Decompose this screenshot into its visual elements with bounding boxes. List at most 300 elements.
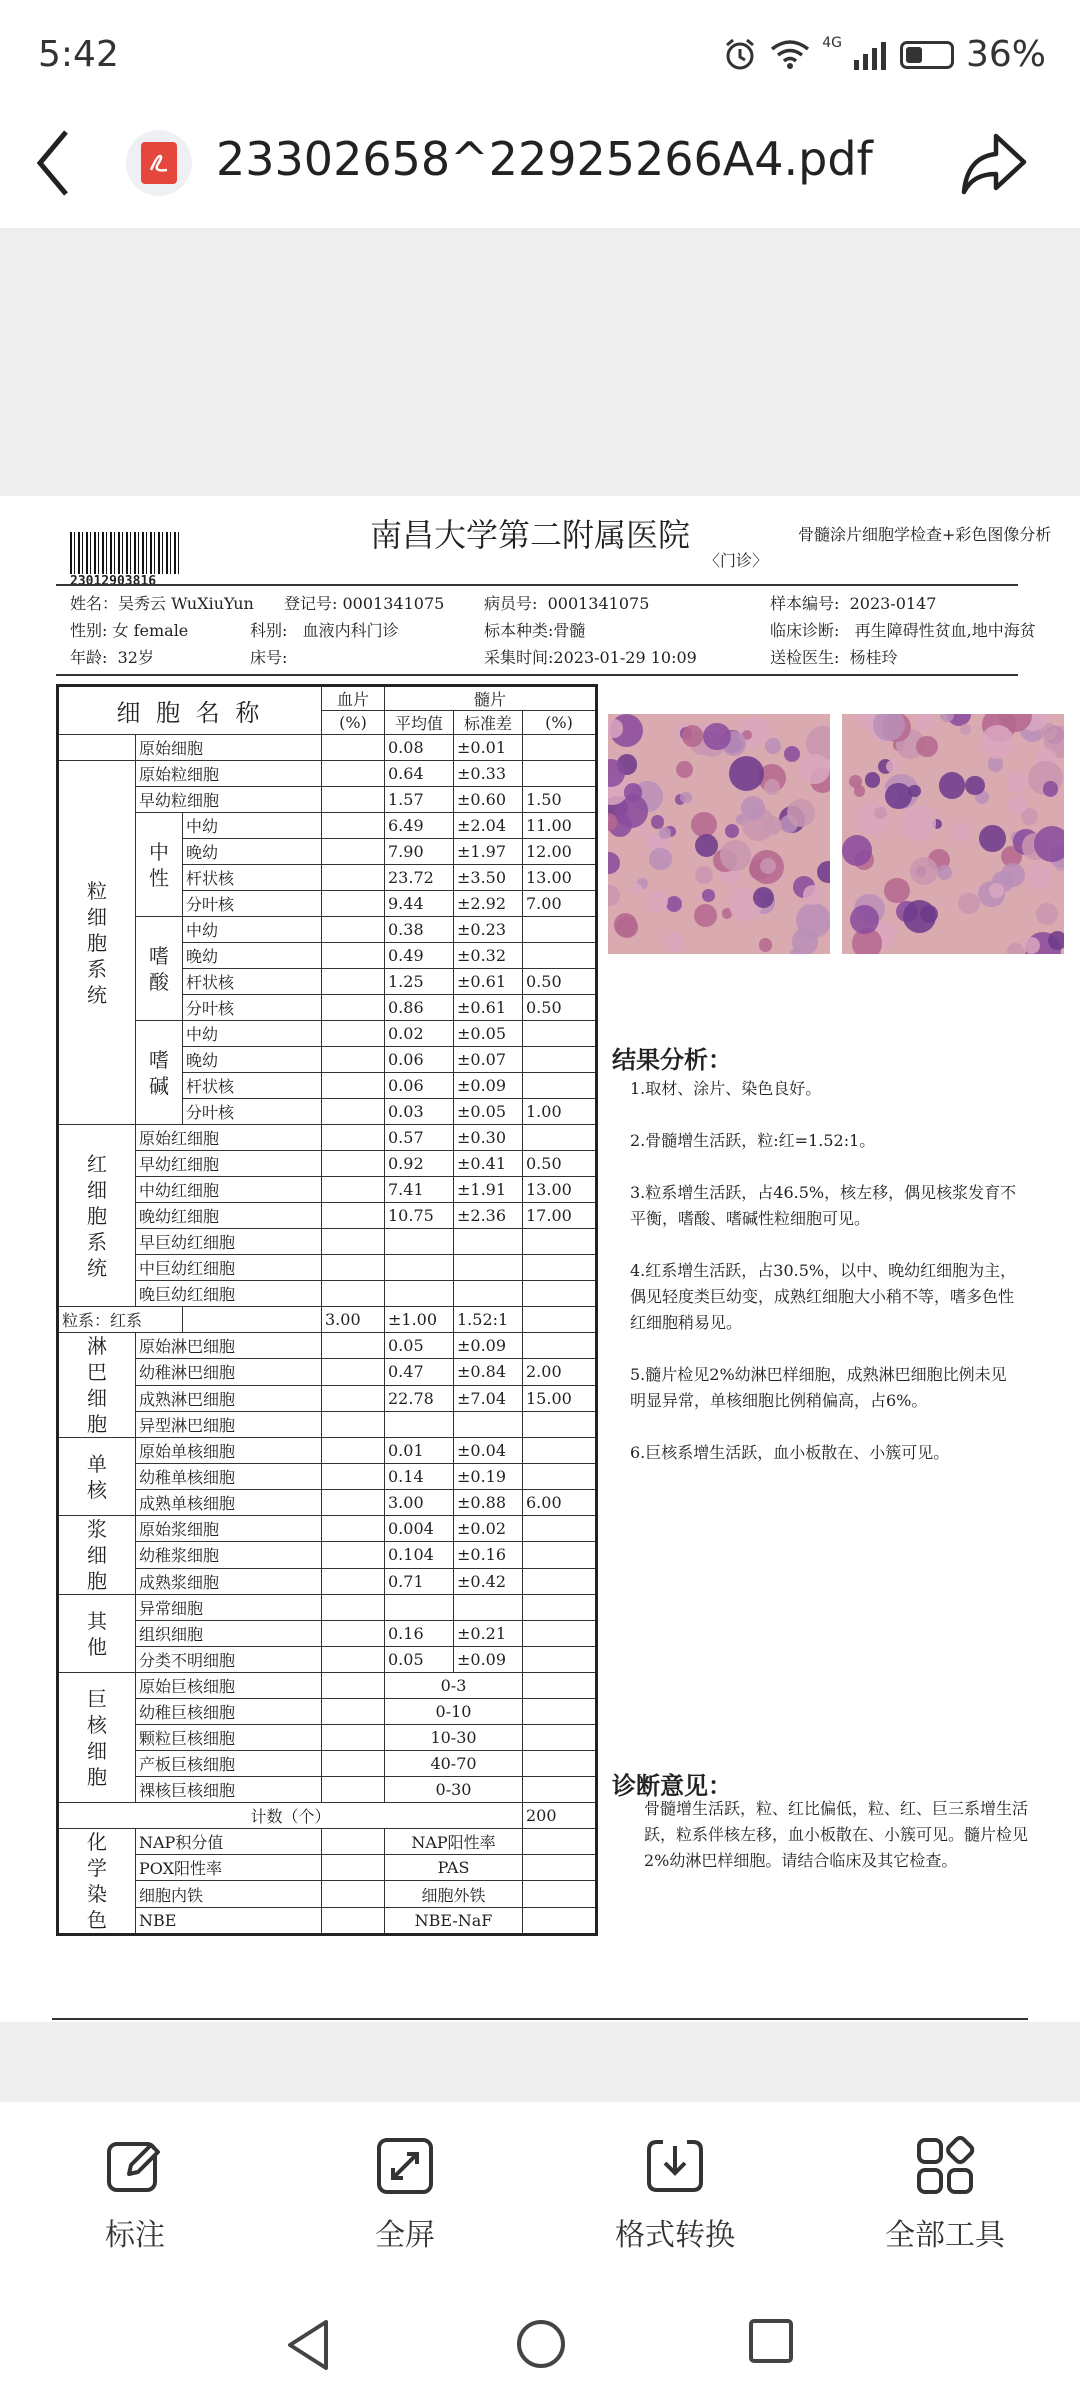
nav-back-icon[interactable]	[284, 2318, 334, 2372]
case-label: 病员号:	[484, 594, 538, 613]
marrow-mean: 0.06	[385, 1047, 454, 1073]
cell-name: 晚巨幼红细胞	[136, 1281, 322, 1307]
cell-blob	[988, 756, 1003, 771]
barcode-number: 23012903816	[70, 574, 157, 589]
marrow-pct	[523, 761, 597, 787]
marrow-pct	[523, 1438, 597, 1464]
blood-pct	[322, 1281, 385, 1307]
marrow-mean: 0.08	[385, 735, 454, 761]
cell-name: 分叶核	[183, 1099, 322, 1125]
cell-blob	[901, 805, 937, 841]
marrow-mean: 0.64	[385, 761, 454, 787]
cell-blob	[720, 840, 751, 871]
chem-item: PAS	[385, 1855, 523, 1881]
cell-blob	[842, 835, 872, 865]
marrow-sd	[454, 1281, 523, 1307]
cell-blob	[799, 754, 830, 785]
marrow-mean: 0.03	[385, 1099, 454, 1125]
cell-blob	[695, 866, 713, 884]
table-row	[58, 1490, 597, 1516]
bed-label: 床号:	[250, 648, 288, 667]
marrow-mean: 0.01	[385, 1438, 454, 1464]
cell-blob	[765, 738, 781, 754]
cell-blob	[1007, 943, 1025, 954]
marrow-sd: ±0.09	[454, 1333, 523, 1359]
chem-item: NBE	[136, 1907, 322, 1934]
cell-name: 杆状核	[183, 969, 322, 995]
cell-blob	[850, 905, 879, 934]
share-icon[interactable]	[960, 128, 1030, 198]
blood-pct	[322, 1359, 385, 1385]
cell-blob	[666, 896, 682, 912]
marrow-pct	[523, 1255, 597, 1281]
all-tools-icon	[915, 2136, 975, 2196]
annotate-button[interactable]	[50, 2136, 220, 2254]
marrow-sd: ±1.00	[385, 1307, 454, 1333]
reference-range: 40-70	[385, 1751, 523, 1777]
marrow-sd	[454, 1595, 523, 1621]
cell-name: 幼稚巨核细胞	[136, 1699, 322, 1725]
report-type: 骨髓涂片细胞学检查+彩色图像分析	[798, 525, 1052, 544]
blood-pct	[183, 1307, 322, 1333]
table-row	[58, 735, 597, 761]
dept-label: 科别:	[250, 621, 288, 640]
marrow-pct	[523, 1047, 597, 1073]
table-row	[58, 1333, 597, 1359]
chem-value	[322, 1855, 385, 1881]
table-row	[58, 1229, 597, 1255]
marrow-image-1	[608, 714, 830, 954]
cell-name: 原始粒细胞	[136, 761, 322, 787]
marrow-pct	[523, 1568, 597, 1594]
back-arrow-icon[interactable]	[34, 128, 74, 198]
marrow-sd: ±0.30	[454, 1125, 523, 1151]
blood-pct	[322, 969, 385, 995]
table-row	[58, 813, 597, 839]
blood-pct	[322, 787, 385, 813]
group-cell: 单 核	[58, 1438, 136, 1516]
edit-icon	[105, 2136, 165, 2196]
cell-blob	[608, 852, 620, 874]
blood-pct	[322, 891, 385, 917]
marrow-pct: 1.00	[523, 1099, 597, 1125]
marrow-sd: ±2.04	[454, 813, 523, 839]
cell-blob	[790, 948, 800, 954]
chem-value	[523, 1881, 597, 1907]
marrow-mean: 3.00	[385, 1490, 454, 1516]
marrow-pct: 0.50	[523, 995, 597, 1021]
table-row	[58, 1411, 597, 1437]
marrow-mean: 1.25	[385, 969, 454, 995]
group-cell: 巨 核 细 胞	[58, 1673, 136, 1803]
marrow-mean: 0.06	[385, 1073, 454, 1099]
cell-name: 杆状核	[183, 865, 322, 891]
cell-blob	[725, 824, 739, 838]
nav-home-icon[interactable]	[515, 2318, 567, 2370]
chem-item: NBE-NaF	[385, 1907, 523, 1934]
hospital-name: 南昌大学第二附属医院	[370, 516, 691, 554]
cell-blob	[624, 783, 643, 802]
cell-name: 成熟单核细胞	[136, 1490, 322, 1516]
table-row	[58, 1673, 597, 1699]
cell-blob	[764, 779, 780, 795]
marrow-mean: 0.104	[385, 1542, 454, 1568]
table-row	[58, 761, 597, 787]
marrow-pct: 1.50	[523, 787, 597, 813]
cell-blob	[784, 746, 800, 762]
doctor-label: 送检医生:	[770, 648, 840, 667]
marrow-mean: 0.05	[385, 1647, 454, 1673]
cell-blob	[865, 772, 881, 788]
cell-name: 原始红细胞	[136, 1125, 322, 1151]
marrow-sd: ±0.42	[454, 1568, 523, 1594]
marrow-pct: 6.00	[523, 1490, 597, 1516]
table-row	[58, 787, 597, 813]
blood-pct	[322, 1229, 385, 1255]
fullscreen-button[interactable]	[320, 2136, 490, 2254]
analysis-item: 1.取材、涂片、染色良好。	[630, 1079, 822, 1098]
marrow-pct	[523, 1777, 597, 1803]
marrow-sd: ±0.19	[454, 1464, 523, 1490]
blood-pct	[322, 1490, 385, 1516]
marrow-sd: ±0.88	[454, 1490, 523, 1516]
blood-pct	[322, 1099, 385, 1125]
cell-name: 晚幼	[183, 943, 322, 969]
cell-blob	[965, 776, 985, 796]
table-row	[58, 1621, 597, 1647]
chem-item: 细胞外铁	[385, 1881, 523, 1907]
cell-blob	[981, 725, 1014, 758]
pdf-file-icon	[126, 130, 192, 196]
marrow-sd	[454, 1411, 523, 1437]
count-value: 200	[523, 1803, 597, 1829]
all-tools-button[interactable]	[860, 2136, 1030, 2254]
marrow-pct: 0.50	[523, 969, 597, 995]
marrow-pct	[523, 1464, 597, 1490]
cell-blob	[759, 938, 772, 951]
marrow-sd: ±0.05	[454, 1099, 523, 1125]
chem-value	[322, 1829, 385, 1855]
header-blood-pct: (%)	[322, 711, 385, 735]
marrow-mean: 0.57	[385, 1125, 454, 1151]
all-tools-label: 全部工具	[885, 2218, 1005, 2253]
diagnosis-text: 骨髓增生活跃，粒、红比偏低，粒、红、巨三系增生活跃，粒系伴核左移，血小板散在、小簇可见。髓片检见2%幼淋巴样细胞。请结合临床及其它检查。	[644, 1799, 1029, 1870]
marrow-sd: ±0.16	[454, 1542, 523, 1568]
marrow-pct: 13.00	[523, 1177, 597, 1203]
marrow-mean: 0.92	[385, 1151, 454, 1177]
marrow-sd: ±0.07	[454, 1047, 523, 1073]
blood-pct	[322, 813, 385, 839]
department: 血液内科门诊	[302, 621, 399, 640]
marrow-pct	[523, 1411, 597, 1437]
network-type: 4G	[822, 34, 842, 51]
cell-blob	[886, 760, 900, 774]
subgroup-cell: 嗜 碱	[136, 1021, 183, 1125]
marrow-mean: 7.90	[385, 839, 454, 865]
table-row	[58, 686, 597, 711]
cell-blob	[958, 893, 980, 915]
status-icons	[722, 34, 1046, 75]
analysis-item: 2.骨髓增生活跃，粒:红=1.52:1。	[630, 1131, 876, 1150]
header-cell-name: 细 胞 名 称	[58, 686, 322, 735]
marrow-mean: 0.14	[385, 1464, 454, 1490]
blood-pct	[322, 1751, 385, 1777]
analysis-title: 结果分析：	[612, 1046, 732, 1074]
marrow-sd: ±0.02	[454, 1516, 523, 1542]
table-row	[58, 1907, 597, 1934]
convert-button[interactable]	[590, 2136, 760, 2254]
cell-blob	[1023, 937, 1041, 954]
table-row	[58, 1203, 597, 1229]
sample-label: 样本编号:	[770, 594, 840, 613]
cell-blob	[763, 816, 782, 835]
cell-blob	[680, 792, 691, 803]
marrow-sd: ±0.84	[454, 1359, 523, 1385]
marrow-mean: 10.75	[385, 1203, 454, 1229]
cell-blob	[694, 904, 717, 927]
analysis-item: 4.红系增生活跃，占30.5%，以中、晚幼红细胞为主，偶见轻度类巨幼变，成熟红细胞大小稍不等，嗜多色性红细胞稍易见。	[630, 1261, 1017, 1332]
signal-icon	[854, 40, 888, 70]
marrow-mean: 0.49	[385, 943, 454, 969]
blood-pct	[322, 1073, 385, 1099]
marrow-pct: 11.00	[523, 813, 597, 839]
cell-name: 晚幼	[183, 1047, 322, 1073]
cell-name: 成熟浆细胞	[136, 1568, 322, 1594]
blood-pct	[322, 1647, 385, 1673]
group-cell: 浆 细 胞	[58, 1516, 136, 1595]
cell-blob	[702, 889, 715, 902]
marrow-pct: 1.52:1	[454, 1307, 523, 1333]
marrow-mean: 0.16	[385, 1621, 454, 1647]
table-row	[58, 1725, 597, 1751]
chem-item: 细胞内铁	[136, 1881, 322, 1907]
blood-pct	[322, 1595, 385, 1621]
blood-pct	[322, 1438, 385, 1464]
file-name: 23302658^22925266A4.pdf	[216, 132, 873, 186]
cell-blob	[916, 736, 937, 757]
info-rule	[56, 674, 1018, 676]
fullscreen-icon	[375, 2136, 435, 2196]
table-row	[58, 1568, 597, 1594]
blood-pct	[322, 1725, 385, 1751]
blood-pct	[322, 1125, 385, 1151]
header-marrow-pct: (%)	[523, 711, 597, 735]
blood-pct	[322, 761, 385, 787]
case-number: 0001341075	[547, 594, 650, 613]
marrow-pct	[523, 735, 597, 761]
marrow-pct	[523, 1021, 597, 1047]
marrow-pct	[523, 1699, 597, 1725]
marrow-pct: 7.00	[523, 891, 597, 917]
cell-name: 分叶核	[183, 995, 322, 1021]
subgroup-cell: 中 性	[136, 813, 183, 917]
cell-blob	[915, 714, 934, 730]
blood-pct	[322, 1047, 385, 1073]
cell-name: 幼稚淋巴细胞	[136, 1359, 322, 1385]
marrow-pct	[523, 1725, 597, 1751]
reference-range: 0-10	[385, 1699, 523, 1725]
header-mean: 平均值	[385, 711, 454, 735]
table-row	[58, 1438, 597, 1464]
cell-blob	[960, 724, 971, 735]
marrow-sd: ±0.21	[454, 1621, 523, 1647]
cell-name: 杆状核	[183, 1073, 322, 1099]
chem-value	[523, 1829, 597, 1855]
specimen-type: 骨髓	[553, 621, 586, 640]
marrow-pct: 15.00	[523, 1385, 597, 1411]
marrow-pct	[523, 1595, 597, 1621]
cell-name: 中幼	[183, 1021, 322, 1047]
blood-pct	[322, 917, 385, 943]
marrow-sd	[454, 1229, 523, 1255]
cell-blob	[885, 783, 912, 810]
marrow-pct: 0.50	[523, 1151, 597, 1177]
blood-pct	[322, 735, 385, 761]
cell-blob	[1026, 862, 1052, 888]
marrow-image-2	[842, 714, 1064, 954]
cell-name: 中巨幼红细胞	[136, 1255, 322, 1281]
blood-pct	[322, 1673, 385, 1699]
marrow-pct: 12.00	[523, 839, 597, 865]
blood-pct	[322, 1411, 385, 1437]
wifi-icon	[770, 39, 810, 71]
cell-blob	[676, 761, 693, 778]
blood-pct	[322, 1333, 385, 1359]
blood-pct	[322, 1151, 385, 1177]
marrow-mean: 0.05	[385, 1333, 454, 1359]
reference-range: 10-30	[385, 1725, 523, 1751]
marrow-mean: 9.44	[385, 891, 454, 917]
marrow-sd: ±0.04	[454, 1438, 523, 1464]
chem-value	[322, 1907, 385, 1934]
marrow-sd: ±3.50	[454, 865, 523, 891]
marrow-mean	[385, 1255, 454, 1281]
cell-blob	[695, 834, 718, 857]
cell-blob	[729, 756, 764, 791]
marrow-mean: 0.47	[385, 1359, 454, 1385]
table-row	[58, 1855, 597, 1881]
table-row	[58, 1516, 597, 1542]
cell-blob	[703, 723, 730, 750]
marrow-mean: 0.38	[385, 917, 454, 943]
cell-blob	[647, 891, 668, 912]
marrow-pct: 2.00	[523, 1359, 597, 1385]
footer-rule	[52, 2018, 1028, 2020]
marrow-sd: ±2.36	[454, 1203, 523, 1229]
table-row	[58, 1307, 597, 1333]
alarm-icon	[722, 37, 758, 73]
cell-blob	[939, 772, 966, 799]
marrow-pct: 17.00	[523, 1203, 597, 1229]
cell-blob	[1043, 781, 1059, 797]
marrow-mean	[385, 1411, 454, 1437]
cell-name: 异型淋巴细胞	[136, 1411, 322, 1437]
blood-pct	[322, 1464, 385, 1490]
table-row	[58, 1647, 597, 1673]
reg-label: 登记号:	[284, 594, 338, 613]
table-row	[58, 1021, 597, 1047]
group-cell: 淋 巴 细 胞	[58, 1333, 136, 1438]
cell-name: 早巨幼红细胞	[136, 1229, 322, 1255]
cell-name: 成熟淋巴细胞	[136, 1385, 322, 1411]
marrow-sd: ±0.60	[454, 787, 523, 813]
specimen-label: 标本种类:	[484, 621, 554, 640]
cell-name: 幼稚浆细胞	[136, 1542, 322, 1568]
convert-label: 格式转换	[615, 2218, 735, 2253]
cell-blob	[953, 823, 971, 841]
marrow-sd: ±0.23	[454, 917, 523, 943]
cell-name: 中幼	[183, 813, 322, 839]
marrow-mean: 0.004	[385, 1516, 454, 1542]
blood-pct	[322, 1699, 385, 1725]
marrow-pct	[523, 1516, 597, 1542]
marrow-mean: 22.78	[385, 1385, 454, 1411]
viewer-background-bottom	[0, 2022, 1080, 2102]
cell-name: 组织细胞	[136, 1621, 322, 1647]
blood-pct	[322, 1542, 385, 1568]
cell-blob	[1034, 826, 1064, 862]
cell-blob	[910, 857, 938, 885]
nav-recent-icon[interactable]	[748, 2318, 794, 2364]
table-row	[58, 1881, 597, 1907]
marrow-mean	[385, 1229, 454, 1255]
marrow-mean: 0.71	[385, 1568, 454, 1594]
marrow-sd: ±0.61	[454, 969, 523, 995]
marrow-sd: ±1.97	[454, 839, 523, 865]
marrow-sd: ±0.05	[454, 1021, 523, 1047]
table-row	[58, 1829, 597, 1855]
cell-name: 原始细胞	[136, 735, 322, 761]
marrow-mean: 3.00	[322, 1307, 385, 1333]
table-row	[58, 1385, 597, 1411]
cell-name: 粒系：红系	[58, 1307, 183, 1333]
cell-blob	[741, 796, 765, 820]
patient-age: 32岁	[117, 648, 154, 667]
blood-pct	[322, 839, 385, 865]
name-label: 姓名：	[70, 594, 119, 613]
cell-name: 原始淋巴细胞	[136, 1333, 322, 1359]
blood-pct	[322, 1777, 385, 1803]
age-label: 年龄:	[70, 648, 108, 667]
cell-name: 幼稚单核细胞	[136, 1464, 322, 1490]
group-cell: 其 他	[58, 1595, 136, 1673]
cell-name: 分类不明细胞	[136, 1647, 322, 1673]
marrow-pct	[523, 1333, 597, 1359]
marrow-pct	[523, 1073, 597, 1099]
diagnosis-label: 临床诊断:	[770, 621, 840, 640]
table-row	[58, 1255, 597, 1281]
marrow-sd: ±2.92	[454, 891, 523, 917]
blood-pct	[322, 1385, 385, 1411]
marrow-sd: ±0.09	[454, 1073, 523, 1099]
cell-blob	[1007, 772, 1027, 792]
cell-name: 原始巨核细胞	[136, 1673, 322, 1699]
reference-range: 0-30	[385, 1777, 523, 1803]
table-row	[58, 1359, 597, 1385]
blood-pct	[322, 995, 385, 1021]
marrow-pct	[523, 1229, 597, 1255]
blood-pct	[322, 943, 385, 969]
report-subtitle: 〈门诊〉	[704, 551, 769, 570]
chem-item: NAP积分值	[136, 1829, 322, 1855]
cell-blob	[884, 878, 910, 904]
doctor-name: 杨桂玲	[849, 648, 898, 667]
table-row	[58, 1595, 597, 1621]
cell-name: 早幼红细胞	[136, 1151, 322, 1177]
chem-value	[322, 1881, 385, 1907]
cell-name: 晚幼	[183, 839, 322, 865]
marrow-mean: 23.72	[385, 865, 454, 891]
